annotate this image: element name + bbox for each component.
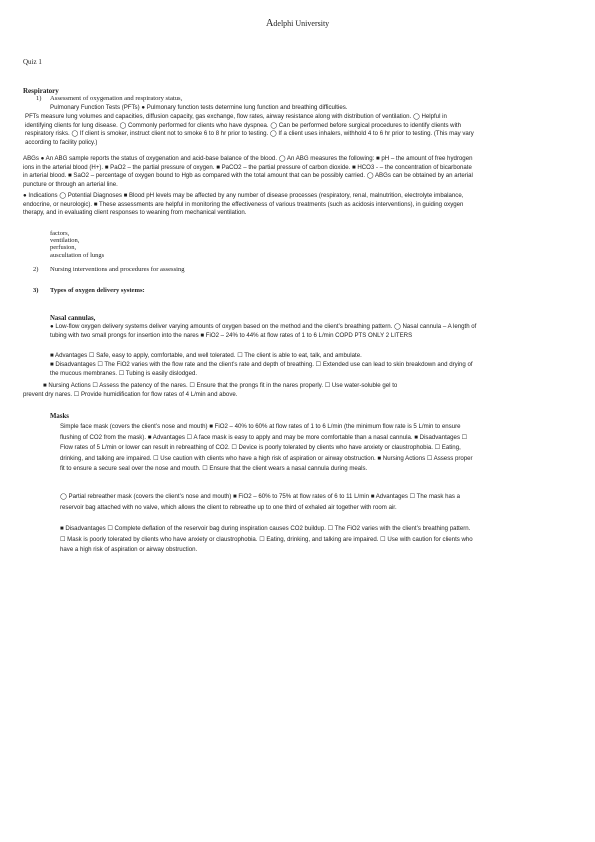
list-item-assessment: Assessment of oxygenation and respiratory status, xyxy=(50,95,183,102)
factor-item: perfusion, xyxy=(50,244,77,252)
partial-rebreather-paragraph: ◯ Partial rebreather mask (covers the client’s nose and mouth) ■ FiO2 – 60% to 75% at flow rates of 6 to 11 L/min ■ Advantages ☐ The mask has a reservoir bag attached with no valve, which allows the client to rebreathe up to one third of exhaled air together with room air. xyxy=(60,493,461,511)
partial-rebreather-disadvantages: ■ Disadvantages ☐ Complete deflation of the reservoir bag during inspiration causes CO2 buildup. ☐ The FiO2 varies with the client’s breathing pattern. ☐ Mask is poorly tolerated by clients who have anxiety or claustrophobia. ☐ Eating, drinking, and talking are impaired. ☐ Use with caution for clients who have a high risk of aspiration or airway obstruction. xyxy=(60,525,473,554)
header-university: delphi University xyxy=(273,19,330,28)
subsection-title-nasal-cannulas: Nasal cannulas, xyxy=(50,315,96,322)
nasal-intro: ● Low-flow oxygen delivery systems deliver varying amounts of oxygen based on the method and the client’s breathing pattern. ◯ Nasal cannula – A length of tubing with two small prongs for insertion into the nares ■ FiO2 – 24% to 44% at flow rates of 1 to 6 L/min COPD PTS ONLY 2 LITERS xyxy=(50,323,477,339)
indications-paragraph: ● Indications ◯ Potential Diagnoses ■ Blood pH levels may be affected by any number of disease processes (respiratory, renal, malnutrition, electrolyte imbalance, endocrine, or neurologic). ■ These assessments are helpful in monitoring the effectiveness of various treatments (such as acidosis interventions), in guiding oxygen therapy, and in evaluating client responses to weaning from mechanical ventilation. xyxy=(23,192,464,217)
list-item-oxygen-delivery: Types of oxygen delivery systems: xyxy=(50,287,145,294)
list-number-3: 3) xyxy=(33,287,39,294)
section-title-respiratory: Respiratory xyxy=(23,87,59,95)
abg-paragraph: ABGs ● An ABG sample reports the status of oxygenation and acid-base balance of the blood. ◯ An ABG measures the following: ■ pH – the amount of free hydrogen ions in the arterial blood (H+). ■ PaO2 – the partial pressure of oxygen. ■ PaCO2 – the partial pressure of carbon dioxide. ■ HCO3 - – the concentration of bicarbonate in arterial blood. ■ SaO2 – percentage of oxygen bound to Hgb as compared with the total amount that can be possibly carried. ◯ ABGs can be obtained by an arterial puncture or through an arterial line. xyxy=(23,155,473,188)
factor-item: ventilation, xyxy=(50,237,80,245)
header-initial: A xyxy=(265,18,274,29)
nasal-nursing-actions: ■ Nursing Actions ☐ Assess the patency of the nares. ☐ Ensure that the prongs fit in the nares properly. ☐ Use water-soluble gel to xyxy=(43,382,398,389)
nasal-advantages: ■ Advantages ☐ Safe, easy to apply, comfortable, and well tolerated. ☐ The client is able to eat, talk, and ambulate. xyxy=(50,352,362,359)
assessment-factors-list xyxy=(50,230,104,259)
nasal-disadvantages: ■ Disadvantages ☐ The FiO2 varies with the flow rate and the client’s rate and depth of breathing. ☐ Extended use can lead to skin breakdown and drying of the mucous membranes. ☐ Tubing is easily dislodged. xyxy=(50,361,473,377)
simple-face-mask-paragraph: Simple face mask (covers the client’s nose and mouth) ■ FiO2 – 40% to 60% at flow rates of 1 to 6 L/min (the minimum flow rate is 5 L/min to ensure flushing of CO2 from the mask). ■ Advantages ☐ A face mask is easy to apply and may be more comfortable than a nasal cannula. ■ Disadvantages ☐ Flow rates of 5 L/min or lower can result in rebreathing of CO2. ☐ Device is poorly tolerated by clients who have anxiety or claustrophobia. ☐ Eating, drinking, and talking are impaired. ☐ Use caution with clients who have a high risk of aspiration or airway obstruction. ■ Nursing Actions ☐ Assess proper fit to ensure a secure seal over the nose and mouth. ☐ Ensure that the client wears a nasal cannula during meals. xyxy=(60,423,473,473)
pft-line: Pulmonary Function Tests (PFTs) ● Pulmonary function tests determine lung function and breathing difficulties. xyxy=(50,104,348,111)
list-item-nursing-interventions: Nursing interventions and procedures for assessing xyxy=(50,266,185,273)
page-header xyxy=(0,18,595,29)
nasal-nursing-actions-cont: prevent dry nares. ☐ Provide humidification for flow rates of 4 L/min and above. xyxy=(23,391,238,398)
quiz-title: Quiz 1 xyxy=(23,58,42,66)
list-number-1: 1) xyxy=(36,95,42,102)
factor-item: factors, xyxy=(50,230,70,237)
pft-paragraph: PFTs measure lung volumes and capacities, diffusion capacity, gas exchange, flow rates, airway resistance along with distribution of ventilation. ◯ Helpful in identifying clients for lung disease. ◯ Commonly performed for clients who have dyspnea. ◯ Can be performed before surgical procedures to identify clients with respiratory risks. ◯ If client is smoker, instruct client not to smoke 6 to 8 hr prior to testing. ◯ If a client uses inhalers, withhold 4 to 6 hr prior to testing. (This may vary according to facility policy.) xyxy=(25,113,474,146)
subsection-title-masks: Masks xyxy=(50,413,69,420)
list-number-2: 2) xyxy=(33,266,39,273)
factor-item: auscultation of lungs xyxy=(50,251,105,259)
